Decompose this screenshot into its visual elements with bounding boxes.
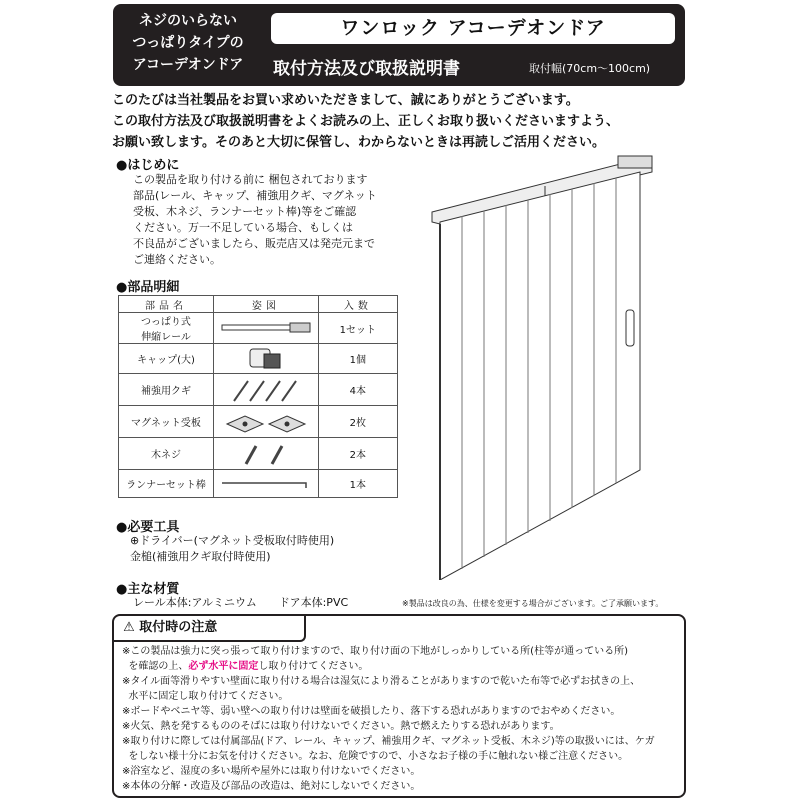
part-qty: 2本 xyxy=(318,438,397,470)
spec-change-note: ※製品は改良の為、仕様を変更する場合がございます。ご了承願います。 xyxy=(402,599,664,608)
section-title-materials: ●主な材質 xyxy=(116,582,180,597)
table-row xyxy=(119,470,398,498)
list-item: ※火気、熱を発するもののそばには取り付けないでください。熱で燃えたりする恐れがあります。 xyxy=(122,721,560,732)
part-name: ランナーセット棒 xyxy=(119,470,214,498)
part-qty: 1個 xyxy=(318,344,397,374)
part-name: つっぱり式 伸縮レール xyxy=(119,313,214,344)
cap-icon xyxy=(213,344,318,374)
part-qty: 4本 xyxy=(318,374,397,406)
caution-list xyxy=(122,644,682,794)
text-line: 金槌(補強用クギ取付時使用) xyxy=(130,550,271,563)
tagline-line: アコーデオンドア xyxy=(132,57,244,73)
intro-line: この取付方法及び取扱説明書をよくお読みの上、正しくお取り扱いくださいますよう、 xyxy=(112,114,620,129)
header-tagline xyxy=(113,10,263,76)
screw-icon xyxy=(213,438,318,470)
accordion-door-illustration xyxy=(420,150,660,580)
col-header-figure: 姿図 xyxy=(213,296,318,313)
table-header-row xyxy=(119,296,398,313)
parts-table xyxy=(118,295,398,498)
table-row xyxy=(119,313,398,344)
rail-icon xyxy=(213,313,318,344)
document-subtitle: 取付方法及び取扱説明書 xyxy=(273,59,460,79)
text-line: ⊕ドライバー(マグネット受板取付時使用) xyxy=(130,534,335,547)
part-name: 補強用クギ xyxy=(119,374,214,406)
width-note: 取付幅(70cm〜100cm) xyxy=(529,62,651,75)
list-item: ※ボードやベニヤ等、弱い壁への取り付けは壁面を破損したり、落下する恐れがありますのでおやめください。 xyxy=(122,706,621,717)
text-line: ください。万一不足している場合、もしくは xyxy=(133,221,353,234)
intro-line: このたびは当社製品をお買い求めいただきまして、誠にありがとうございます。 xyxy=(112,93,579,108)
list-item: ※タイル面等滑りやすい壁面に取り付ける場合は湿気により滑ることがありますので乾いた布等で必ずお拭きの上、 水平に固定し取り付けてください。 xyxy=(122,676,641,702)
tagline-line: ネジのいらない xyxy=(139,13,237,29)
text-line: 部品(レール、キャップ、補強用クギ、マグネット xyxy=(133,189,377,202)
section-title-parts: ●部品明細 xyxy=(116,280,180,295)
door-handle-icon xyxy=(626,310,634,346)
table-row xyxy=(119,374,398,406)
materials-text: レール本体:アルミニウム ドア本体:PVC xyxy=(133,596,349,609)
list-item: ※この製品は強力に突っ張って取り付けますので、取り付け面の下地がしっかりしている所(柱等が通っている所) を確認の上、必ず水平に固定し取り付けてください。 xyxy=(122,646,628,672)
magnet-plate-icon xyxy=(213,406,318,438)
table-row xyxy=(119,344,398,374)
table-row xyxy=(119,406,398,438)
part-name: 木ネジ xyxy=(119,438,214,470)
product-title: ワンロック アコーデオンドア xyxy=(271,13,675,44)
caution-title xyxy=(114,616,306,642)
intro-line: お願い致します。そのあと大切に保管し、わからないときは再読しご活用ください。 xyxy=(112,135,605,150)
list-item: ※本体の分解・改造及び部品の改造は、絶対にしないでください。 xyxy=(122,781,421,792)
tools-text xyxy=(130,533,334,565)
part-name: マグネット受板 xyxy=(119,406,214,438)
header-banner xyxy=(113,4,685,86)
nail-icon xyxy=(213,374,318,406)
tagline-line: つっぱりタイプの xyxy=(132,35,244,51)
part-qty: 1セット xyxy=(318,313,397,344)
list-item: ※浴室など、湿度の多い場所や屋外には取り付けないでください。 xyxy=(122,766,421,777)
table-row xyxy=(119,438,398,470)
text-line: ご連絡ください。 xyxy=(133,253,221,266)
section-title-hajimeni: ●はじめに xyxy=(116,158,180,173)
text-line: この製品を取り付ける前に 梱包されております xyxy=(133,173,368,186)
list-item: ※取り付けに際しては付属部品(ドア、レール、キャップ、補強用クギ、マグネット受板、木ネジ)等の取扱いには、ケガ をしない様十分にお気を付けください。なお、危険ですので、小さなお子様の手に触れない様ご注意ください。 xyxy=(122,736,655,762)
hajimeni-text xyxy=(133,172,403,268)
col-header-name: 部品名 xyxy=(119,296,214,313)
emphasis-text: 必ず水平に固定 xyxy=(188,661,259,672)
intro-text xyxy=(112,90,702,153)
part-name: キャップ(大) xyxy=(119,344,214,374)
text-line: 不良品がございましたら、販売店又は発売元まで xyxy=(133,237,375,250)
part-qty: 1本 xyxy=(318,470,397,498)
part-qty: 2枚 xyxy=(318,406,397,438)
section-title-tools: ●必要工具 xyxy=(116,520,180,535)
col-header-qty: 入数 xyxy=(318,296,397,313)
caution-box xyxy=(112,614,686,798)
text-line: 受板、木ネジ、ランナーセット棒)等をご確認 xyxy=(133,205,357,218)
runner-rod-icon xyxy=(213,470,318,498)
warning-icon: ⚠ 取付時の注意 xyxy=(123,620,218,635)
